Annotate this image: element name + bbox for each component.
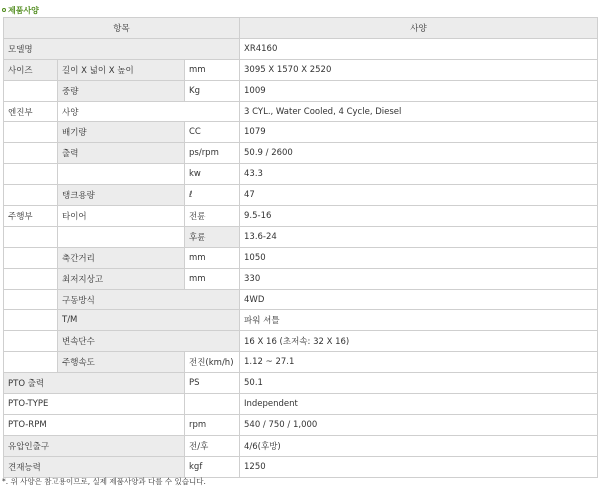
row-value: 50.9 / 2600 <box>240 143 598 164</box>
table-row <box>4 310 598 331</box>
row-group: 주행부 <box>4 206 58 227</box>
row-unit <box>185 394 240 415</box>
row-unit: PS <box>185 373 240 394</box>
row-value: 4WD <box>240 289 598 310</box>
section-title-text: 제품사양 <box>8 5 39 15</box>
row-label: 타이어 <box>58 206 185 227</box>
row-group <box>4 352 58 373</box>
row-unit: ℓ <box>185 185 240 206</box>
table-row <box>4 80 598 101</box>
row-label <box>58 226 185 247</box>
row-unit: 후륜 <box>185 226 240 247</box>
row-value: 330 <box>240 268 598 289</box>
row-unit: 전륜 <box>185 206 240 227</box>
header-spec: 사양 <box>240 18 598 39</box>
table-row <box>4 143 598 164</box>
table-row <box>4 268 598 289</box>
row-label: PTO-RPM <box>4 414 185 435</box>
row-group <box>4 80 58 101</box>
row-label: PTO-TYPE <box>4 394 185 415</box>
row-group <box>4 185 58 206</box>
row-value: 1250 <box>240 456 598 477</box>
row-group <box>4 143 58 164</box>
table-row <box>4 331 598 352</box>
row-value: 43.3 <box>240 164 598 185</box>
row-group: 엔진부 <box>4 101 58 122</box>
spec-table <box>3 17 598 478</box>
row-unit: kgf <box>185 456 240 477</box>
row-label: 최저지상고 <box>58 268 185 289</box>
table-row <box>4 373 598 394</box>
row-value: 3 CYL., Water Cooled, 4 Cycle, Diesel <box>240 101 598 122</box>
table-header-row <box>4 18 598 39</box>
header-item: 항목 <box>4 18 240 39</box>
row-label: 유압인출구 <box>4 435 185 456</box>
row-value: 50.1 <box>240 373 598 394</box>
row-value: 1079 <box>240 122 598 143</box>
row-label: T/M <box>58 310 240 331</box>
row-unit: mm <box>185 247 240 268</box>
row-value: 1.12 ~ 27.1 <box>240 352 598 373</box>
row-label: 모델명 <box>4 38 240 59</box>
row-label: 출력 <box>58 143 185 164</box>
table-row <box>4 414 598 435</box>
row-group <box>4 226 58 247</box>
row-unit: mm <box>185 268 240 289</box>
row-value: 3095 X 1570 X 2520 <box>240 59 598 80</box>
row-value: 9.5-16 <box>240 206 598 227</box>
row-label: 길이 X 넓이 X 높이 <box>58 59 185 80</box>
row-label: 변속단수 <box>58 331 240 352</box>
row-value: 파워 셔틀 <box>240 310 598 331</box>
row-value: 13.6-24 <box>240 226 598 247</box>
row-value: 47 <box>240 185 598 206</box>
table-row <box>4 164 598 185</box>
row-label: 배기량 <box>58 122 185 143</box>
row-group <box>4 310 58 331</box>
row-unit: kw <box>185 164 240 185</box>
row-group <box>4 289 58 310</box>
table-row <box>4 185 598 206</box>
table-row <box>4 247 598 268</box>
row-group: 사이즈 <box>4 59 58 80</box>
row-group <box>4 122 58 143</box>
table-row <box>4 122 598 143</box>
table-row <box>4 289 598 310</box>
row-unit: 전진(km/h) <box>185 352 240 373</box>
table-row <box>4 59 598 80</box>
row-unit: CC <box>185 122 240 143</box>
bullet-circle-icon <box>2 8 6 12</box>
table-row <box>4 352 598 373</box>
row-label: 중량 <box>58 80 185 101</box>
table-row <box>4 38 598 59</box>
table-row <box>4 226 598 247</box>
row-value: 16 X 16 (초저속: 32 X 16) <box>240 331 598 352</box>
row-unit: ps/rpm <box>185 143 240 164</box>
row-label: 견재능력 <box>4 456 185 477</box>
row-label: 사양 <box>58 101 240 122</box>
row-unit: mm <box>185 59 240 80</box>
table-row <box>4 435 598 456</box>
row-unit: Kg <box>185 80 240 101</box>
row-group <box>4 268 58 289</box>
row-value: 1050 <box>240 247 598 268</box>
section-title <box>2 3 39 17</box>
row-group <box>4 331 58 352</box>
row-label: 탱크용량 <box>58 185 185 206</box>
table-row <box>4 101 598 122</box>
row-value: 540 / 750 / 1,000 <box>240 414 598 435</box>
row-value: 1009 <box>240 80 598 101</box>
table-row <box>4 456 598 477</box>
row-group <box>4 247 58 268</box>
disclaimer-note: *. 위 사양은 참고용이므로, 실제 제품사양과 다를 수 있습니다. <box>2 477 206 486</box>
table-row <box>4 206 598 227</box>
row-value: Independent <box>240 394 598 415</box>
row-group <box>4 164 58 185</box>
row-label: 구동방식 <box>58 289 240 310</box>
row-unit: 전/후 <box>185 435 240 456</box>
row-label: PTO 출력 <box>4 373 185 394</box>
row-label: 축간거리 <box>58 247 185 268</box>
row-label <box>58 164 185 185</box>
row-value: 4/6(후방) <box>240 435 598 456</box>
row-label: 주행속도 <box>58 352 185 373</box>
row-value: XR4160 <box>240 38 598 59</box>
row-unit: rpm <box>185 414 240 435</box>
table-row <box>4 394 598 415</box>
